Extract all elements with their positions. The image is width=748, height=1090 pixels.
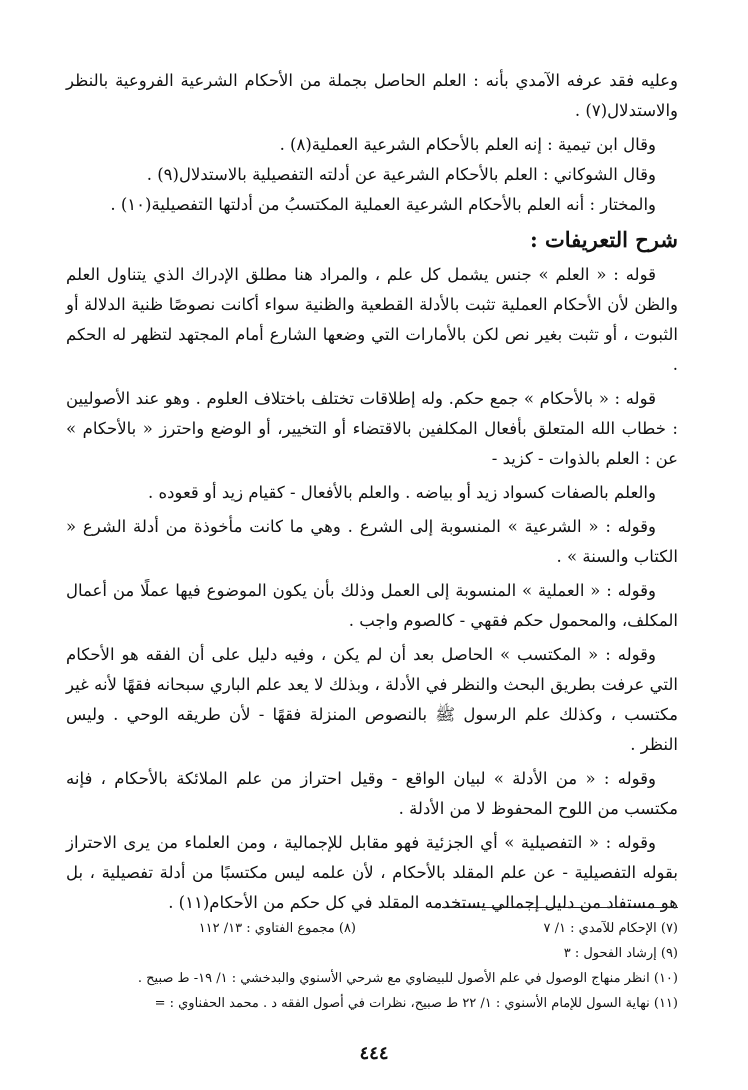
section-heading: شرح التعريفات : bbox=[529, 227, 678, 252]
main-text bbox=[66, 66, 678, 918]
intro-chosen-definition: والمختار : أنه العلم بالأحكام الشرعية العملية المكتسبُ من أدلتها التفصيلية(١٠) . bbox=[110, 195, 656, 214]
footnotes bbox=[66, 916, 678, 1016]
paragraph-ilm: قوله : « العلم » جنس يشمل كل علم ، والمراد هنا مطلق الإدراك الذي يتناول العلم والظن لأن الأحكام العملية تثبت بالأدلة القطعية والظنية سواء أكانت نصوصًا ظنية الدلالة أو الثبوت ، أو تثبت بغير نص لكن بالأمارات التي وضعها الشارع أمام المجتهد لتظهر له الحكم . bbox=[66, 265, 678, 374]
footnote-row bbox=[66, 916, 678, 941]
paragraph-adilla: وقوله : « من الأدلة » لبيان الواقع - وقيل احتراز من علم الملائكة بالأحكام ، فإنه مكتسب من اللوح المحفوظ لا من الأدلة . bbox=[66, 769, 678, 818]
paragraph-shariyya: وقوله : « الشرعية » المنسوبة إلى الشرع . وهي ما كانت مأخوذة من أدلة الشرع « الكتاب والسنة » . bbox=[66, 517, 678, 566]
paragraph-muktasab: وقوله : « المكتسب » الحاصل بعد أن لم يكن ، وفيه دليل على أن الفقه هو الأحكام التي عرفت بطريق البحث والنظر في الأدلة ، وبذلك لا يعد علم الباري سبحانه فقهًا لأنه غير مكتسب ، وكذلك علم الرسول ﷺ بالنصوص المنزلة فقهًا - لأن طريقه الوحي . وليس النظر . bbox=[66, 645, 678, 754]
intro-shawkani-definition: وقال الشوكاني : العلم بالأحكام الشرعية عن أدلته التفصيلية بالاستدلال(٩) . bbox=[146, 165, 656, 184]
paragraph-amaliyya: وقوله : « العملية » المنسوبة إلى العمل وذلك بأن يكون الموضوع فيها عملًا من أعمال المكلف، والمحمول حكم فقهي - كالصوم واجب . bbox=[66, 581, 678, 630]
footnote-8: (٨) مجموع الفتاوي : ١٣/ ١١٢ bbox=[198, 921, 356, 936]
footnote-separator bbox=[442, 907, 678, 908]
footnote-10: (١٠) انظر منهاج الوصول في علم الأصول للبيضاوي مع شرحي الأسنوي والبدخشي : ١/ ١٩- ط صبيح . bbox=[137, 971, 678, 986]
footnote-7: (٧) الإحكام للآمدي : ١/ ٧ bbox=[543, 921, 678, 936]
paragraph-tafsiliyya: وقوله : « التفصيلية » أي الجزئية فهو مقابل للإجمالية ، ومن العلماء من يرى الاحتراز بقوله التفصيلية - عن علم المقلد بالأحكام ، لأن علمه ليس مكتسبًا من أدلة تفصيلية ، بل هو مستفاد من دليل إجمالي يستخدمه المقلد في كل حكم من الأحكام(١١) . bbox=[66, 833, 678, 912]
footnote-9: (٩) إرشاد الفحول : ٣ bbox=[563, 946, 678, 961]
footnote-11: (١١) نهاية السول للإمام الأسنوي : ١/ ٢٢ ط صبيح، نظرات في أصول الفقه د . محمد الحفناوي : = bbox=[154, 996, 678, 1011]
intro-ibn-taymiyya-definition: وقال ابن تيمية : إنه العلم بالأحكام الشرعية العملية(٨) . bbox=[279, 135, 656, 154]
paragraph-ahkam: قوله : « بالأحكام » جمع حكم. وله إطلاقات تختلف باختلاف العلوم . وهو عند الأصوليين : خطاب الله المتعلق بأفعال المكلفين بالاقتضاء أو التخيير، أو الوضع واحترز « بالأحكام » عن : العلم بالذوات - كزيد - bbox=[66, 389, 678, 468]
page-number: ٤٤٤ bbox=[359, 1043, 389, 1064]
paragraph-sifat: والعلم بالصفات كسواد زيد أو بياضه . والعلم بالأفعال - كقيام زيد أو قعوده . bbox=[147, 483, 656, 502]
intro-amidi-definition: وعليه فقد عرفه الآمدي بأنه : العلم الحاصل بجملة من الأحكام الشرعية الفروعية بالنظر والاستدلال(٧) . bbox=[66, 71, 678, 120]
